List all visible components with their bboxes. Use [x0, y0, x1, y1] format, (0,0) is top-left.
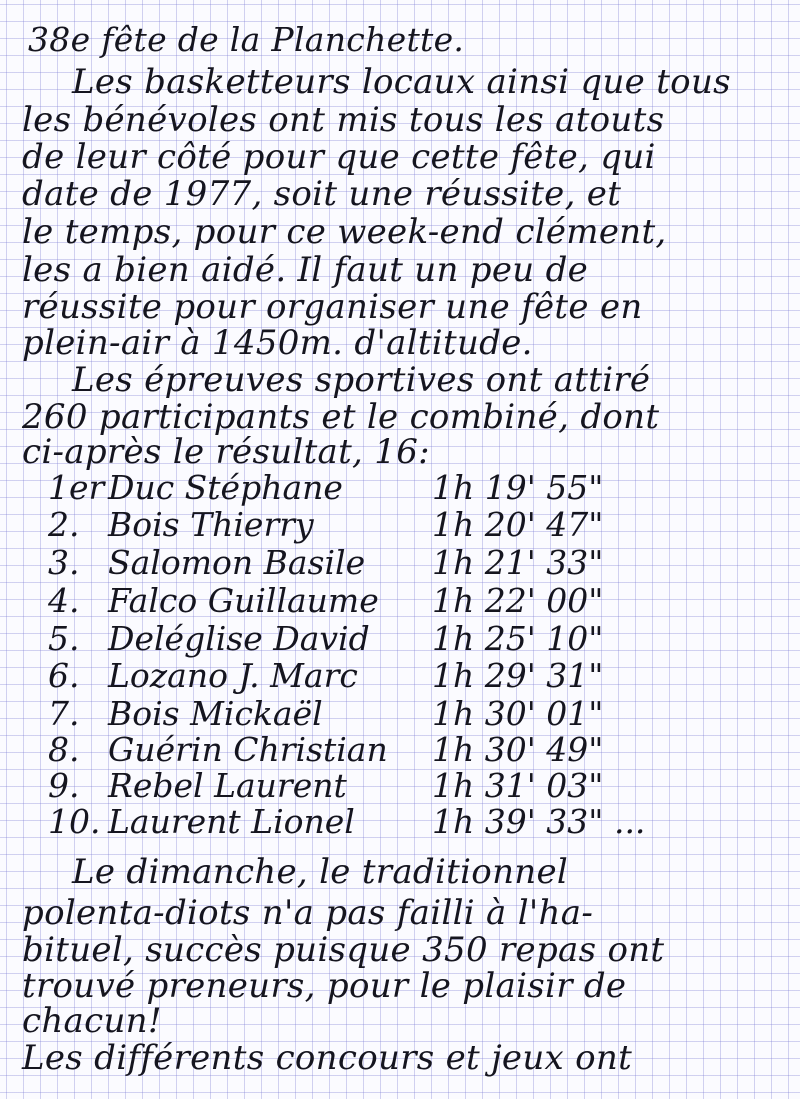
text-line: bituel, succès puisque 350 repas ont: [22, 930, 665, 970]
result-time: 1h 22' 00": [432, 581, 604, 620]
result-name: Deléglise David: [108, 619, 370, 658]
result-row: [0, 468, 800, 508]
result-name: Bois Thierry: [108, 505, 314, 544]
result-name: Lozano J. Marc: [108, 656, 358, 695]
text-line: 260 participants et le combiné, dont: [22, 397, 660, 437]
result-rank: 10.: [48, 802, 101, 841]
result-row: [0, 694, 800, 734]
text-line: réussite pour organiser une fête en: [22, 287, 643, 327]
text-line: Les basketteurs locaux ainsi que tous: [72, 62, 731, 102]
text-line: Le dimanche, le traditionnel: [72, 852, 569, 892]
result-rank: 1er: [48, 468, 105, 507]
result-time: 1h 19' 55": [432, 468, 604, 507]
page-title: 38e fête de la Planchette.: [28, 20, 465, 59]
result-row: [0, 802, 800, 842]
result-name: Bois Mickaël: [108, 694, 323, 733]
text-line: trouvé preneurs, pour le plaisir de: [22, 966, 627, 1006]
result-time: 1h 29' 31": [432, 656, 604, 695]
result-row: [0, 730, 800, 770]
text-line: Les différents concours et jeux ont: [22, 1038, 633, 1078]
text-line: polenta-diots n'a pas failli à l'ha-: [22, 893, 594, 933]
result-name: Falco Guillaume: [108, 581, 379, 620]
text-line: les a bien aidé. Il faut un peu de: [22, 250, 589, 290]
result-time: 1h 39' 33" ...: [432, 802, 646, 841]
text-line: ci-après le résultat, 16:: [22, 432, 430, 472]
result-name: Duc Stéphane: [108, 468, 343, 507]
result-time: 1h 20' 47": [432, 505, 604, 544]
text-line: date de 1977, soit une réussite, et: [22, 174, 622, 214]
result-rank: 8.: [48, 730, 80, 769]
result-name: Guérin Christian: [108, 730, 388, 769]
text-line: Les épreuves sportives ont attiré: [72, 360, 651, 400]
result-row: [0, 505, 800, 545]
result-rank: 2.: [48, 505, 80, 544]
result-row: [0, 619, 800, 659]
result-row: [0, 766, 800, 806]
result-time: 1h 21' 33": [432, 543, 604, 582]
text-line: le temps, pour ce week-end clément,: [22, 212, 667, 252]
result-row: [0, 581, 800, 621]
text-line: de leur côté pour que cette fête, qui: [22, 137, 656, 177]
text-line: plein-air à 1450m. d'altitude.: [22, 323, 533, 363]
result-name: Salomon Basile: [108, 543, 366, 582]
result-name: Rebel Laurent: [108, 766, 347, 805]
result-rank: 7.: [48, 694, 80, 733]
result-row: [0, 543, 800, 583]
result-time: 1h 31' 03": [432, 766, 604, 805]
result-rank: 3.: [48, 543, 80, 582]
result-time: 1h 25' 10": [432, 619, 604, 658]
result-rank: 6.: [48, 656, 80, 695]
result-name: Laurent Lionel: [108, 802, 355, 841]
text-line: les bénévoles ont mis tous les atouts: [22, 100, 665, 140]
result-row: [0, 656, 800, 696]
result-time: 1h 30' 49": [432, 730, 604, 769]
result-time: 1h 30' 01": [432, 694, 604, 733]
result-rank: 9.: [48, 766, 80, 805]
result-rank: 5.: [48, 619, 80, 658]
text-line: chacun!: [22, 1001, 162, 1041]
result-rank: 4.: [48, 581, 80, 620]
